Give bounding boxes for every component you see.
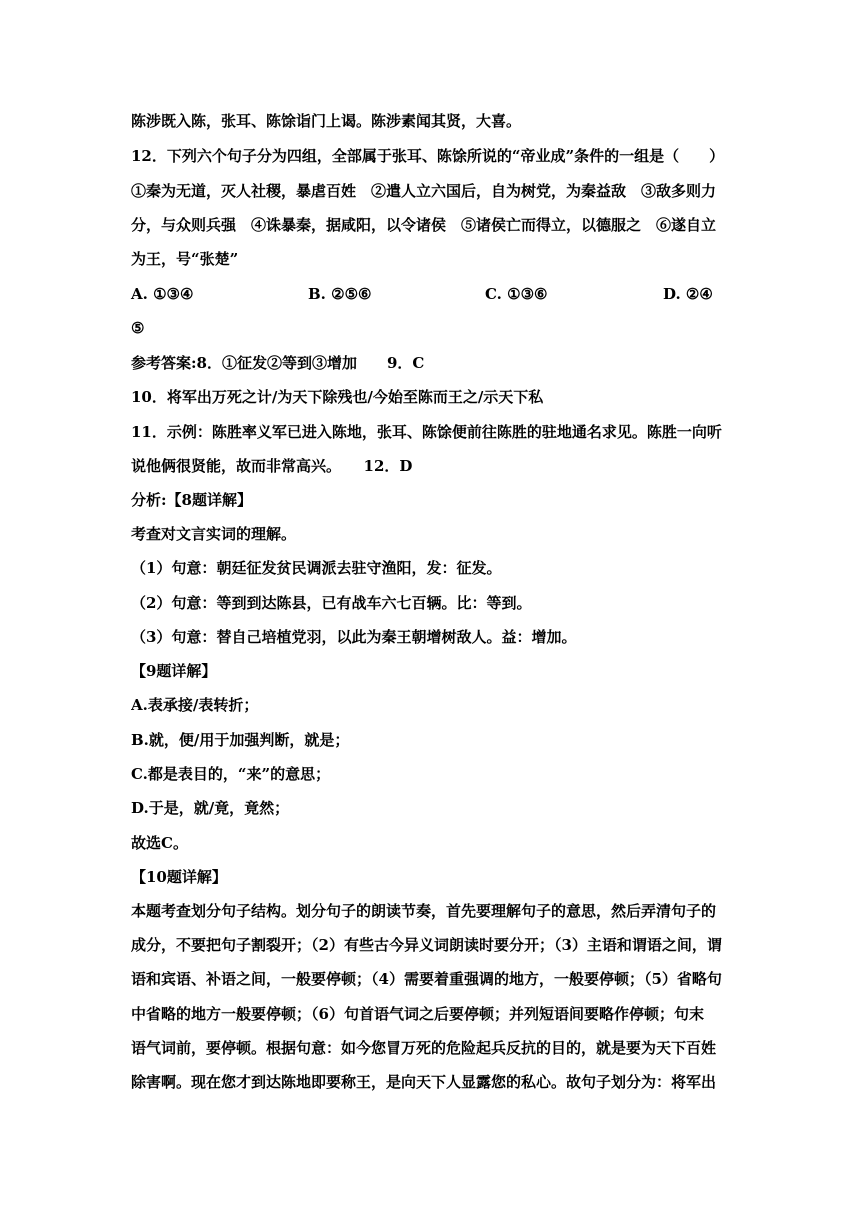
analysis-text: A.表承接/表转折；	[131, 696, 259, 714]
analysis-text: 考查对文言实词的理解。	[131, 525, 297, 543]
analysis-text: 除害啊。现在您才到达陈地即要称王，是向天下人显露您的私心。故句子划分为：将军出	[131, 1073, 717, 1091]
answer-key-line: 11．示例：陈胜率义军已进入陈地，张耳、陈馀便前往陈胜的驻地通名求见。陈胜一向听	[131, 423, 722, 441]
answer-key-line: 参考答案:8．①征发②等到③增加 9．C	[131, 354, 425, 372]
analysis-text: 故选C。	[131, 834, 188, 852]
option-c: C. ①③⑥	[485, 285, 548, 303]
analysis-text: 本题考查划分句子结构。划分句子的朗读节奏，首先要理解句子的意思，然后弄清句子的	[131, 902, 717, 920]
question-12-sentences: 为王，号“张楚”	[131, 250, 239, 268]
answer-key-line: 10．将军出万死之计/为天下除残也/今始至陈而王之/示天下私	[131, 388, 544, 406]
section-heading-10: 【10题详解】	[131, 868, 227, 886]
option-b: B. ②⑤⑥	[308, 285, 372, 303]
question-12-options	[131, 284, 741, 304]
analysis-text: C.都是表目的，“来”的意思；	[131, 765, 331, 783]
option-d-continuation: ⑤	[131, 319, 145, 337]
analysis-text: （2）句意：等到到达陈县，已有战车六七百辆。比：等到。	[131, 594, 532, 612]
analysis-text: （1）句意：朝廷征发贫民调派去驻守渔阳，发：征发。	[131, 559, 502, 577]
option-a: A. ①③④	[131, 285, 194, 303]
question-12-sentences: 分，与众则兵强 ④诛暴秦，据咸阳，以令诸侯 ⑤诸侯亡而得立，以德服之 ⑥遂自立	[131, 216, 717, 234]
analysis-text: 语气词前，要停顿。根据句意：如今您冒万死的危险起兵反抗的目的，就是要为天下百姓	[131, 1039, 717, 1057]
analysis-text: 语和宾语、补语之间，一般要停顿；（4）需要着重强调的地方，一般要停顿；（5）省略句	[131, 970, 722, 988]
analysis-text: 中省略的地方一般要停顿；（6）句首语气词之后要停顿；并列短语间要略作停顿；句末	[131, 1005, 704, 1023]
passage-line: 陈涉既入陈，张耳、陈馀诣门上谒。陈涉素闻其贤，大喜。	[131, 112, 522, 130]
analysis-text: 成分，不要把句子割裂开；（2）有些古今异义词朗读时要分开；（3）主语和谓语之间，谓	[131, 936, 722, 954]
analysis-text: （3）句意：替自己培植党羽，以此为秦王朝增树敌人。益：增加。	[131, 628, 577, 646]
section-heading-9: 【9题详解】	[131, 662, 217, 680]
answer-key-line: 说他俩很贤能，故而非常高兴。 12．D	[131, 457, 413, 475]
analysis-text: D.于是，就/竟，竟然；	[131, 799, 290, 817]
question-12-sentences: ①秦为无道，灭人社稷，暴虐百姓 ②遣人立六国后，自为树党，为秦益敌 ③敌多则力	[131, 182, 717, 200]
option-d: D. ②④	[663, 285, 713, 303]
question-12-stem: 12．下列六个句子分为四组，全部属于张耳、陈馀所说的“帝业成”条件的一组是（ ）	[131, 147, 725, 165]
analysis-text: B.就，便/用于加强判断，就是；	[131, 731, 350, 749]
analysis-heading: 分析:【8题详解】	[131, 491, 252, 509]
